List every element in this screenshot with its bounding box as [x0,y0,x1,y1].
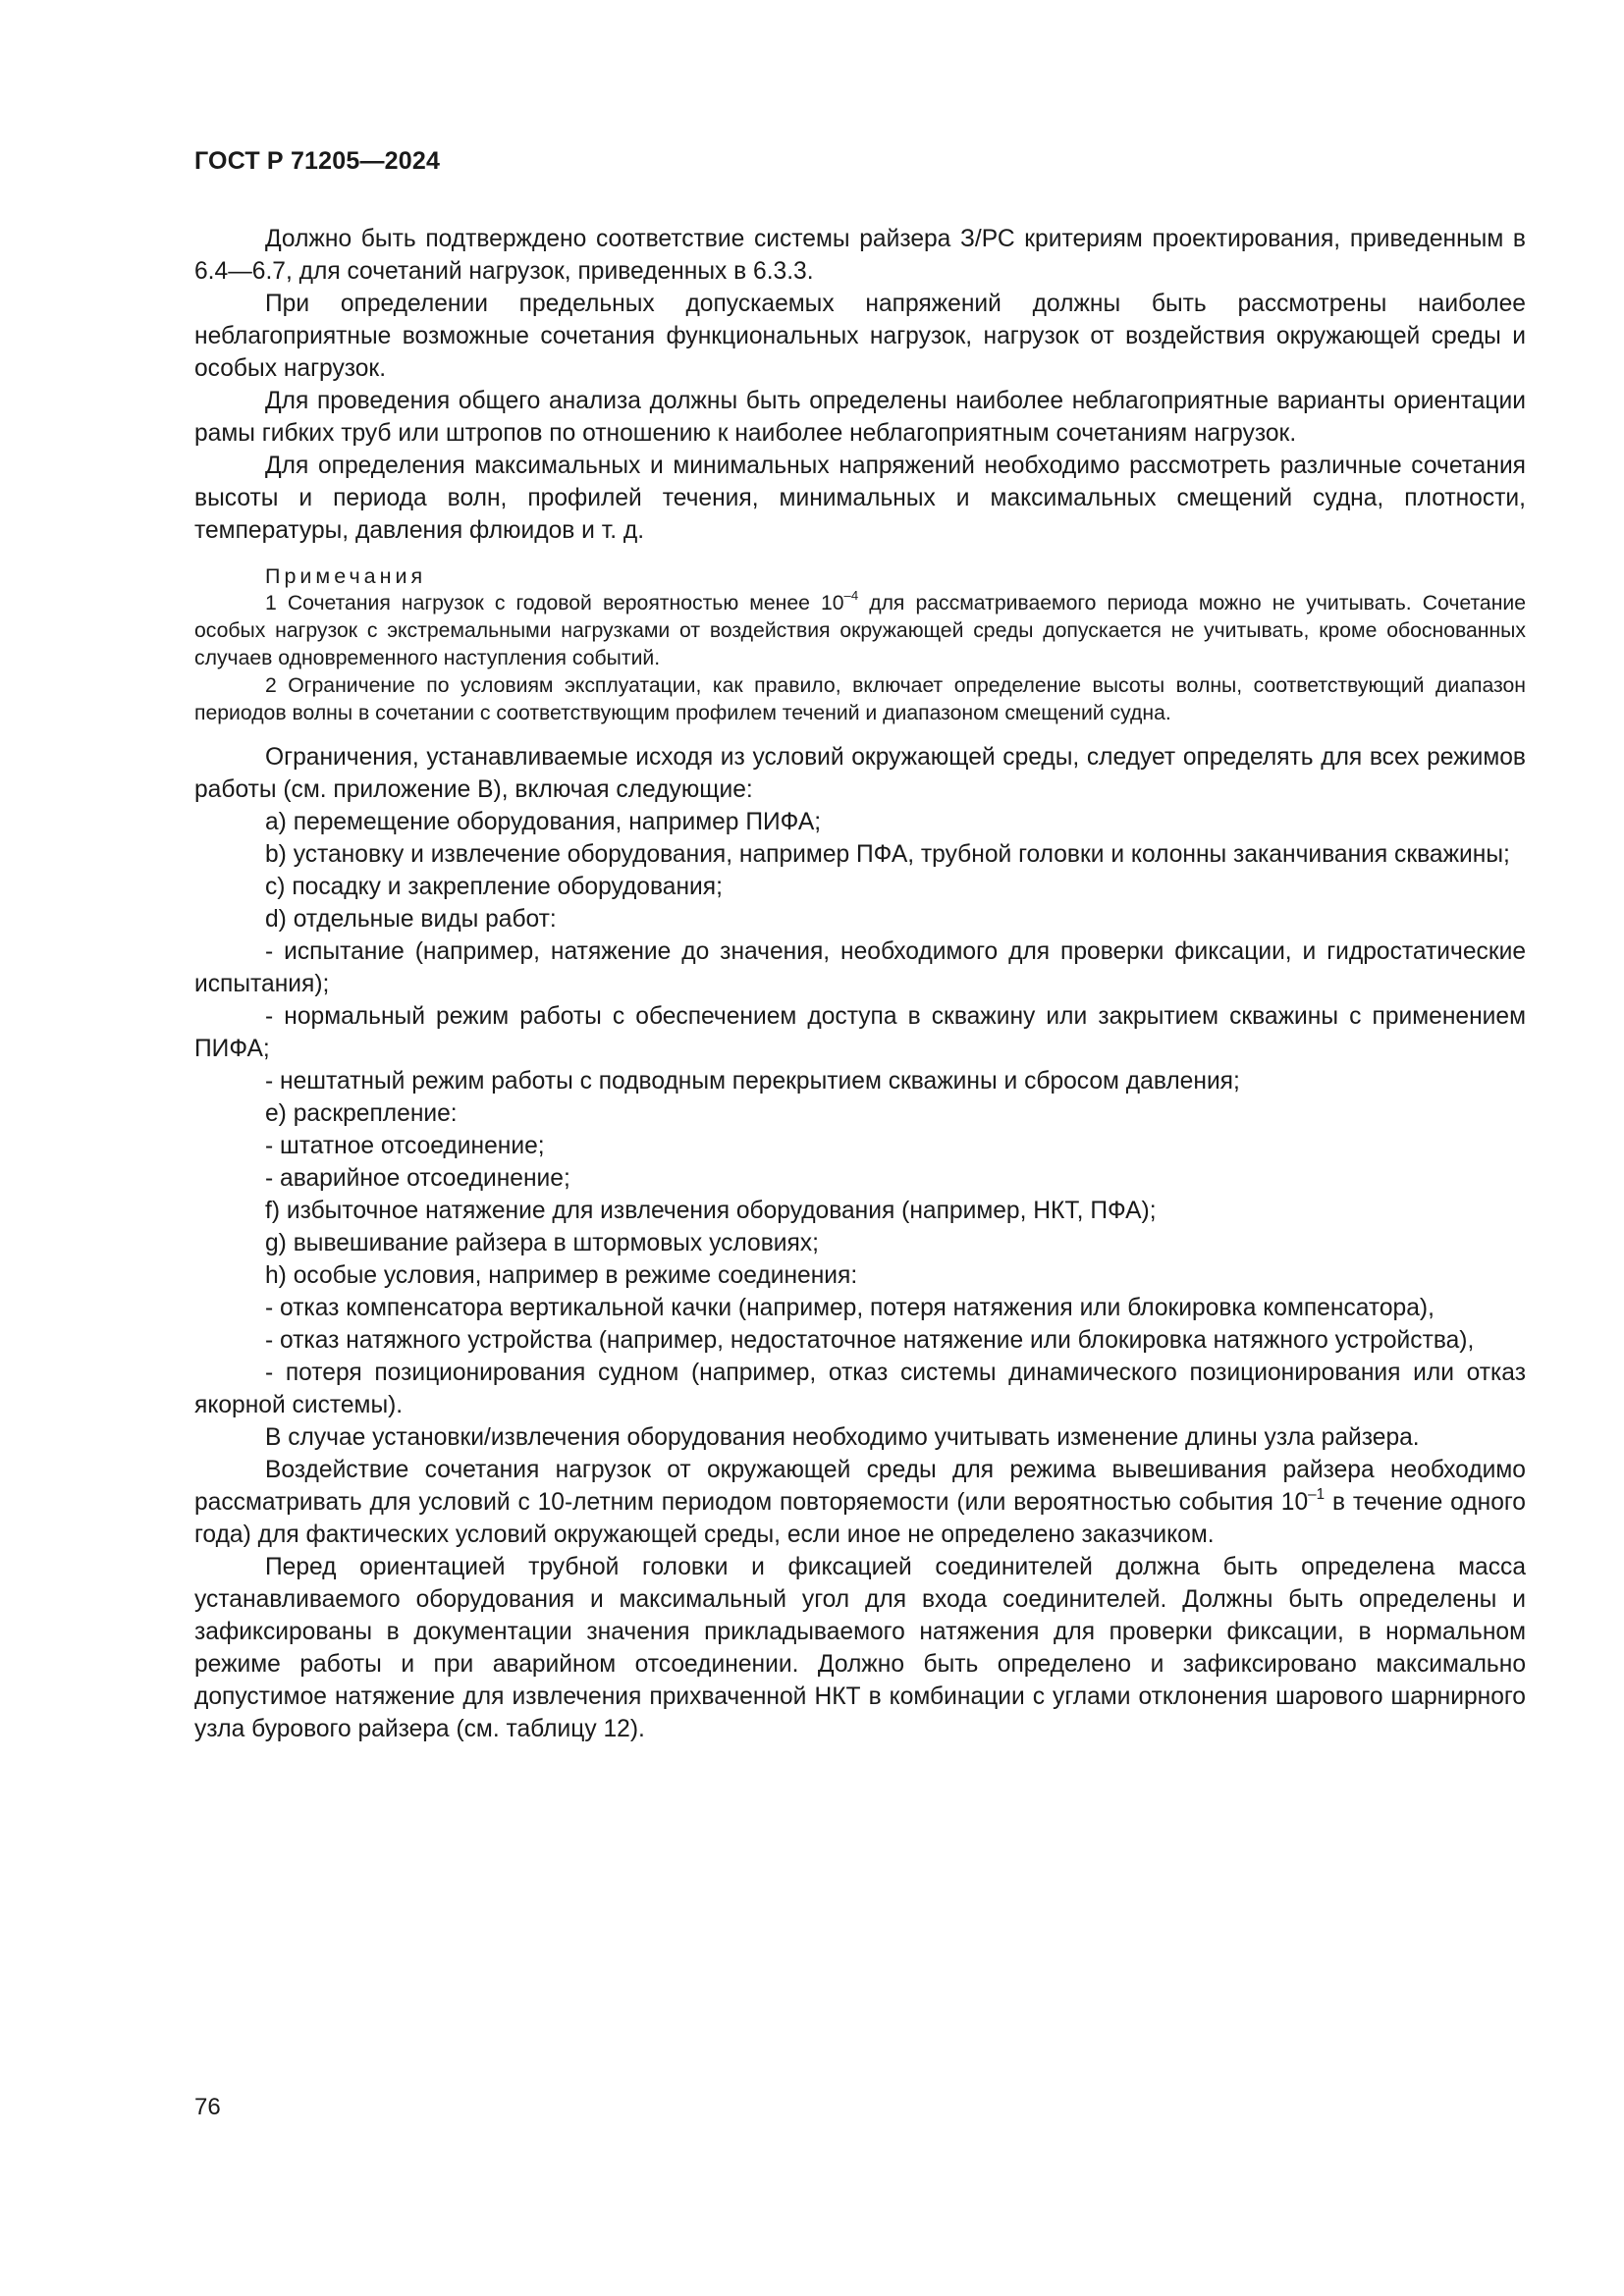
hang-off-text-a: Воздействие сочетания нагрузок от окружающей среды для режима вывешивания райзера необходимо рассматривать для условий с 10-летним периодом повторяемости (или вероятностью события 10 [194,1457,1526,1516]
notes-title: Примечания [265,564,427,588]
list-item: c) посадку и закрепление оборудования; [265,874,723,900]
list-item: e) раскрепление: [265,1100,458,1127]
list-item: - потеря позиционирования судном (например, отказ системы динамического позиционирования или отказ якорной системы). [194,1360,1526,1418]
page-number: 76 [194,2094,221,2120]
note-1-text-b: для рассматриваемого периода можно не учитывать. Сочетание особых нагрузок с экстремальными нагрузками от воздействия окружающей среды допускается не учитывать, кроме обоснованных случаев одновременного наступления событий. [194,592,1527,669]
paragraph-stress-limits: При определении предельных допускаемых напряжений должны быть рассмотрены наиболее неблагоприятные возможные сочетания функциональных нагрузок, нагрузок от воздействия окружающей среды и особых нагрузок. [194,291,1526,382]
paragraph-orientation: Перед ориентацией трубной головки и фиксацией соединителей должна быть определена масса устанавливаемого оборудования и максимальный угол для входа соединителей. Должны быть определены и зафиксированы в документации значения прикладываемого натяжения для проверки фиксации, в нормальном режиме работы и при аварийном отсоединении. Должно быть определено и зафиксировано максимально допустимое натяжение для извлечения прихваченной НКТ в комбинации с углами отклонения шарового шарнирного узла бурового райзера (см. таблицу 12). [194,1554,1526,1742]
list-item: h) особые условия, например в режиме соединения: [265,1262,858,1289]
note-1-exponent: –4 [843,587,859,603]
list-item: - отказ компенсатора вертикальной качки (например, потеря натяжения или блокировка компенсатора), [265,1295,1435,1321]
list-item: f) избыточное натяжение для извлечения оборудования (например, НКТ, ПФА); [265,1198,1157,1224]
paragraph-compliance: Должно быть подтверждено соответствие системы райзера З/РС критериям проектирования, приведенным в 6.4—6.7, для сочетаний нагрузок, приведенных в 6.3.3. [194,226,1526,285]
list-item: a) перемещение оборудования, например ПИФА; [265,809,822,835]
list-item: - штатное отсоединение; [265,1133,545,1159]
list-item: - нештатный режим работы с подводным перекрытием скважины и сбросом давления; [265,1068,1240,1095]
list-item: - испытание (например, натяжение до значения, необходимого для проверки фиксации, и гидростатические испытания); [194,938,1526,997]
notes-block [194,562,1526,727]
paragraph-list-intro: Ограничения, устанавливаемые исходя из условий окружающей среды, следует определять для всех режимов работы (см. приложение В), включая следующие: [194,744,1526,803]
hang-off-exponent: –1 [1308,1485,1326,1503]
list-item: b) установку и извлечение оборудования, например ПФА, трубной головки и колонны заканчивания скважины; [265,841,1510,868]
paragraph-install-length: В случае установки/извлечения оборудования необходимо учитывать изменение длины узла райзера. [265,1424,1420,1451]
paragraph-hang-off [194,1454,1526,1551]
paragraph-max-min-stress: Для определения максимальных и минимальных напряжений необходимо рассмотреть различные сочетания высоты и периода волн, профилей течения, минимальных и максимальных смещений судна, плотности, температуры, давления флюидов и т. д. [194,453,1526,544]
list-item: - отказ натяжного устройства (например, недостаточное натяжение или блокировка натяжного устройства), [265,1327,1475,1354]
list-item: - нормальный режим работы с обеспечением доступа в скважину или закрытием скважины с применением ПИФА; [194,1003,1526,1062]
list-item: g) вывешивание райзера в штормовых условиях; [265,1230,819,1256]
document-header: ГОСТ Р 71205—2024 [194,147,441,175]
note-1 [194,587,1527,672]
document-page [194,147,1526,1745]
note-1-text-a: 1 Сочетания нагрузок с годовой вероятностью менее 10 [265,592,844,614]
hang-off-text-b: в течение одного года) для фактических условий окружающей среды, если иное не определено заказчиком. [194,1489,1526,1548]
note-2: 2 Ограничение по условиям эксплуатации, как правило, включает определение высоты волны, соответствующий диапазон периодов волны в сочетании с соответствующим профилем течений и диапазоном смещений судна. [194,674,1526,724]
paragraph-global-analysis: Для проведения общего анализа должны быть определены наиболее неблагоприятные варианты ориентации рамы гибких труб или штропов по отношению к наиболее неблагоприятным сочетаниям нагрузок. [194,388,1526,447]
list-item: - аварийное отсоединение; [265,1165,570,1192]
list-item: d) отдельные виды работ: [265,906,557,933]
